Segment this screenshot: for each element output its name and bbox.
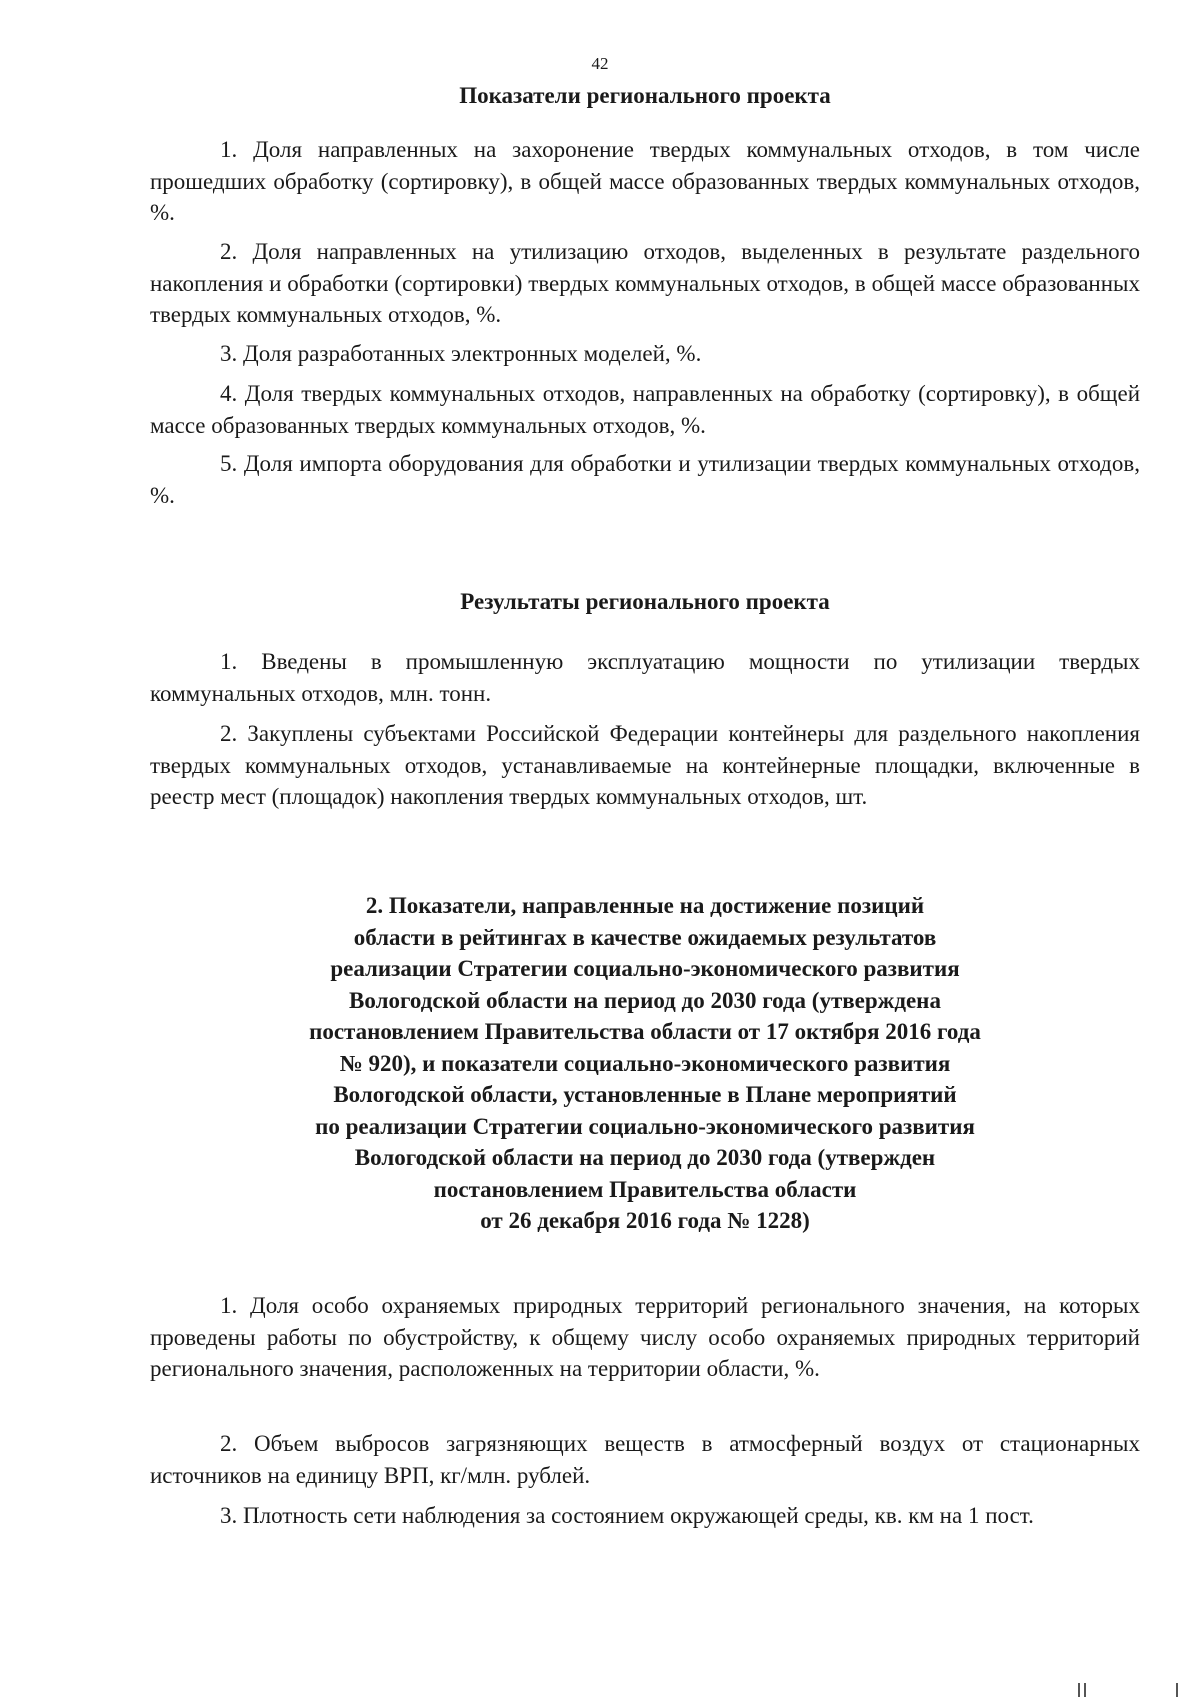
indicator-item-3: 3. Доля разработанных электронных моделей, %. xyxy=(220,341,702,366)
section-title-line: № 920), и показатели социально-экономического развития xyxy=(339,1050,951,1076)
scan-artifact xyxy=(1176,1683,1178,1697)
result-item-1: 1. Введены в промышленную эксплуатацию мощности по утилизации твердых коммунальных отходов, млн. тонн. xyxy=(150,649,1140,706)
section-title-indicators: Показатели регионального проекта xyxy=(459,83,831,108)
strategy-item-1: 1. Доля особо охраняемых природных территорий регионального значения, на которых проведены работы по обустройству, к общему числу особо охраняемых природных территорий регионального значения, расположенных на территории области, %. xyxy=(150,1293,1140,1381)
section-title-line: реализации Стратегии социально-экономического развития xyxy=(330,956,960,981)
strategy-item-2: 2. Объем выбросов загрязняющих веществ в атмосферный воздух от стационарных источников на единицу ВРП, кг/млн. рублей. xyxy=(150,1431,1140,1488)
result-item-2: 2. Закуплены субъектами Российской Федерации контейнеры для раздельного накопления твердых коммунальных отходов, устанавливаемые на контейнерные площадки, включенные в реестр мест (площадок) накопления твердых коммунальных отходов, шт. xyxy=(150,721,1140,809)
section-title-line: Вологодской области на период до 2030 года (утверждена xyxy=(349,987,941,1013)
section-title-line: по реализации Стратегии социально-экономического развития xyxy=(315,1113,975,1139)
indicator-item-2: 2. Доля направленных на утилизацию отходов, выделенных в результате раздельного накопления и обработки (сортировки) твердых коммунальных отходов, в общей массе образованных твердых коммунальных отходов, %. xyxy=(150,239,1140,327)
scan-artifact xyxy=(1078,1683,1080,1697)
strategy-item-3: 3. Плотность сети наблюдения за состоянием окружающей среды, кв. км на 1 пост. xyxy=(220,1503,1034,1528)
section-title-line: области в рейтингах в качестве ожидаемых результатов xyxy=(353,924,937,950)
scan-artifact xyxy=(1084,1683,1086,1697)
section-title-line: Вологодской области, установленные в Плане мероприятий xyxy=(333,1082,957,1107)
indicator-item-1: 1. Доля направленных на захоронение твердых коммунальных отходов, в том числе прошедших обработку (сортировку), в общей массе образованных твердых коммунальных отходов, %. xyxy=(150,137,1140,225)
section-title-line: постановлением Правительства области xyxy=(433,1176,857,1202)
section-title-line: постановлением Правительства области от 17 октября 2016 года xyxy=(309,1019,981,1044)
section-title-results: Результаты регионального проекта xyxy=(460,589,830,614)
page-number: 42 xyxy=(591,54,609,73)
indicator-item-4: 4. Доля твердых коммунальных отходов, направленных на обработку (сортировку), в общей массе образованных твердых коммунальных отходов, %. xyxy=(150,381,1140,438)
section-title-line: 2. Показатели, направленные на достижение позиций xyxy=(365,893,925,918)
section-title-line: Вологодской области на период до 2030 года (утвержден xyxy=(354,1145,936,1170)
indicator-item-5: 5. Доля импорта оборудования для обработки и утилизации твердых коммунальных отходов, %. xyxy=(150,451,1140,508)
section-title-line: от 26 декабря 2016 года № 1228) xyxy=(480,1208,810,1233)
section-title-strategy xyxy=(210,890,1080,1237)
